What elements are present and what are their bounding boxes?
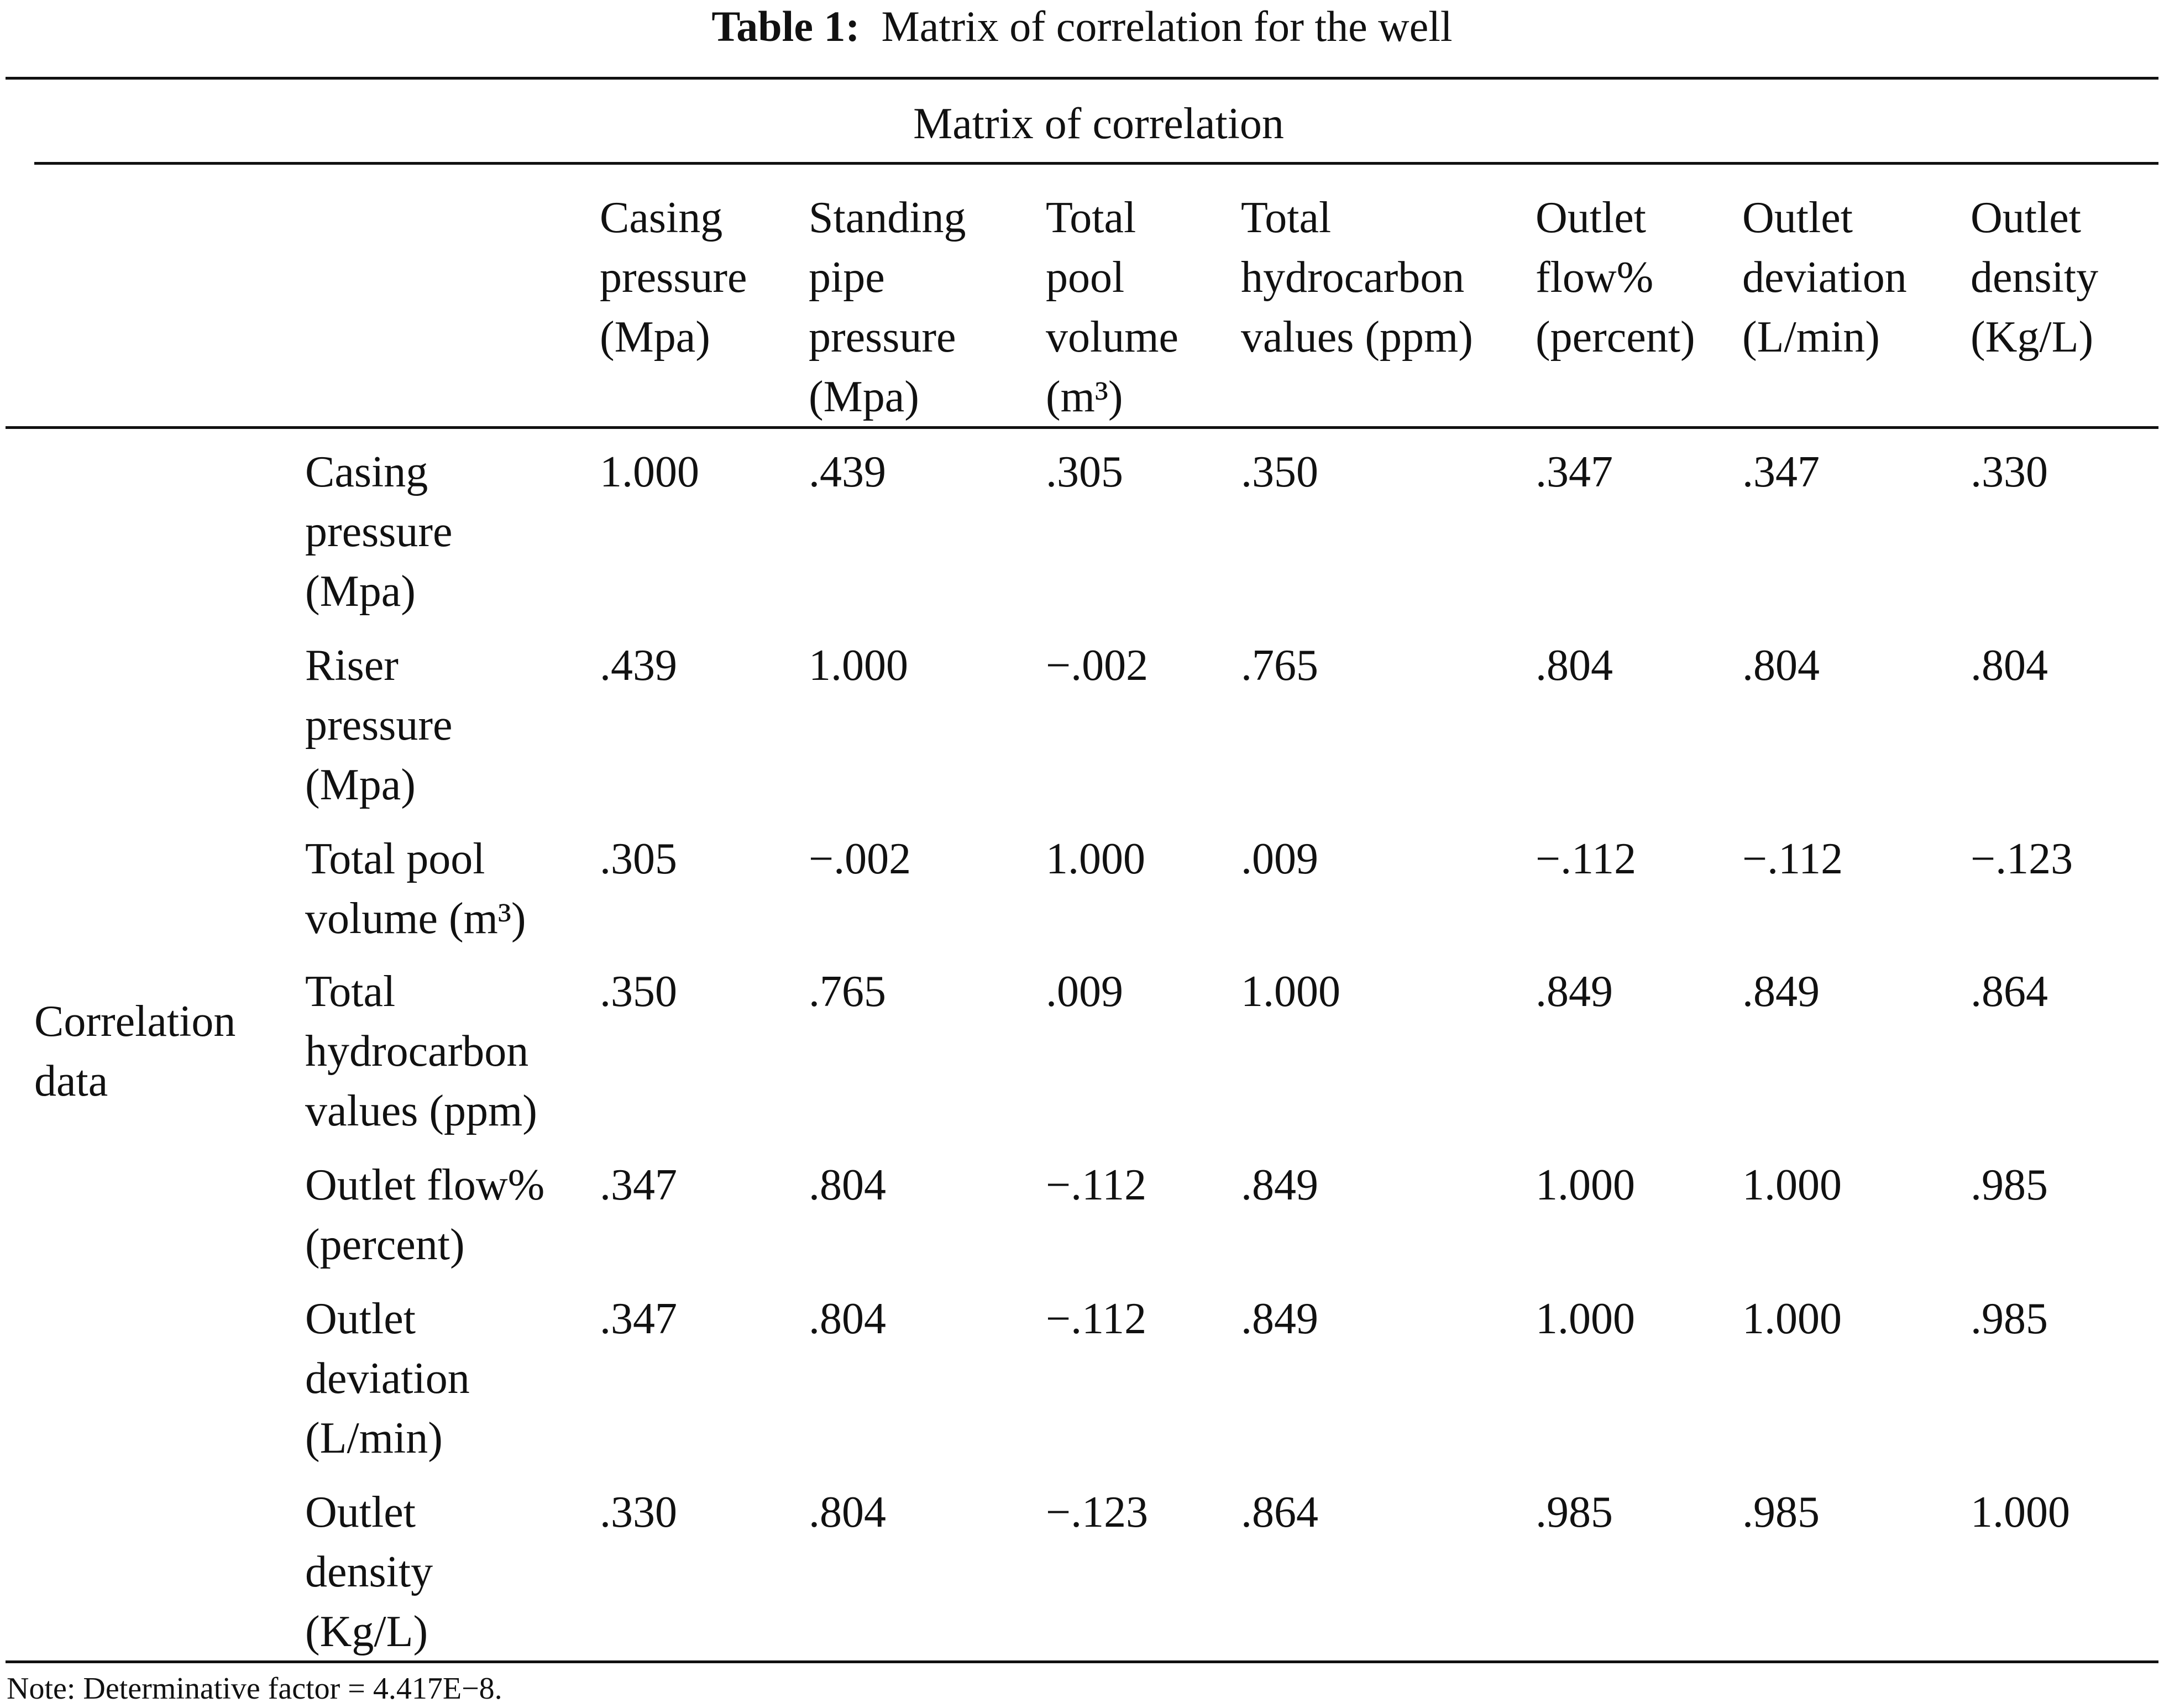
table-caption-title: Matrix of correlation for the well [881,2,1453,50]
table-cell: .985 [1971,1295,2048,1343]
table-cell: .804 [1742,641,1820,690]
row-label: Riser pressure (Mpa) [305,641,453,809]
column-header: Casing pressure (Mpa) [600,193,747,361]
column-header: Outlet density (Kg/L) [1971,193,2099,361]
table-cell: .350 [1241,448,1318,496]
table-cell: .347 [1536,448,1613,496]
table-cell: .849 [1241,1295,1318,1343]
row-label: Casing pressure (Mpa) [305,448,453,616]
table-cell: .765 [1241,641,1318,690]
table-cell: −.112 [1046,1161,1147,1209]
column-header: Outlet flow% (percent) [1536,193,1695,361]
table-cell: −.112 [1046,1295,1147,1343]
table-note: Note: Determinative factor = 4.417E−8. [7,1672,502,1706]
table-cell: .849 [1536,967,1613,1016]
table-cell: 1.000 [1536,1295,1635,1343]
table-cell: .330 [1971,448,2048,496]
table-cell: .804 [809,1295,886,1343]
column-header: Standing pipe pressure (Mpa) [809,193,966,421]
table-cell: .849 [1742,967,1820,1016]
table-cell: 1.000 [1046,835,1145,883]
table-cell: .985 [1742,1488,1820,1537]
table-cell: .347 [600,1295,677,1343]
table-cell: −.002 [1046,641,1149,690]
table-cell: .009 [1046,967,1123,1016]
table-cell: −.123 [1971,835,2073,883]
table-cell: 1.000 [1742,1295,1842,1343]
table-cell: .985 [1536,1488,1613,1537]
table-cell: .985 [1971,1161,2048,1209]
table-cell: 1.000 [1536,1161,1635,1209]
table-cell: −.112 [1742,835,1843,883]
table-cell: .305 [1046,448,1123,496]
table-cell: .804 [1971,641,2048,690]
table-cell: .864 [1971,967,2048,1016]
group-header: Matrix of correlation [913,99,1284,148]
column-header: Total hydrocarbon values (ppm) [1241,193,1473,361]
table-cell: .864 [1241,1488,1318,1537]
table-cell: 1.000 [600,448,699,496]
row-label: Total pool volume (m³) [305,835,526,943]
table-caption-label: Table 1: [711,2,860,50]
top-rule [6,77,2158,80]
table-cell: 1.000 [1241,967,1340,1016]
row-label: Outlet density (Kg/L) [305,1488,433,1656]
table-cell: −.002 [809,835,911,883]
stub-header: Correlation data [34,997,236,1106]
table-cell: .804 [809,1161,886,1209]
table-cell: .347 [600,1161,677,1209]
table-cell: .330 [600,1488,677,1537]
table-cell: −.123 [1046,1488,1149,1537]
table-cell: .849 [1241,1161,1318,1209]
table-cell: .347 [1742,448,1820,496]
table-cell: .804 [809,1488,886,1537]
row-label: Outlet deviation (L/min) [305,1295,470,1463]
table-cell: .439 [600,641,677,690]
table-cell: .009 [1241,835,1318,883]
table-cell: .305 [600,835,677,883]
table-cell: .765 [809,967,886,1016]
table-caption [0,0,2164,53]
table-cell: .350 [600,967,677,1016]
table-cell: 1.000 [809,641,908,690]
column-header: Outlet deviation (L/min) [1742,193,1907,361]
table-cell: −.112 [1536,835,1637,883]
column-header: Total pool volume (m³) [1046,193,1178,421]
table-cell: .804 [1536,641,1613,690]
table-cell: 1.000 [1742,1161,1842,1209]
table-cell: .439 [809,448,886,496]
row-label: Outlet flow% (percent) [305,1161,545,1269]
table-cell: 1.000 [1971,1488,2070,1537]
group-header-rule [34,162,2158,165]
row-label: Total hydrocarbon values (ppm) [305,967,537,1135]
